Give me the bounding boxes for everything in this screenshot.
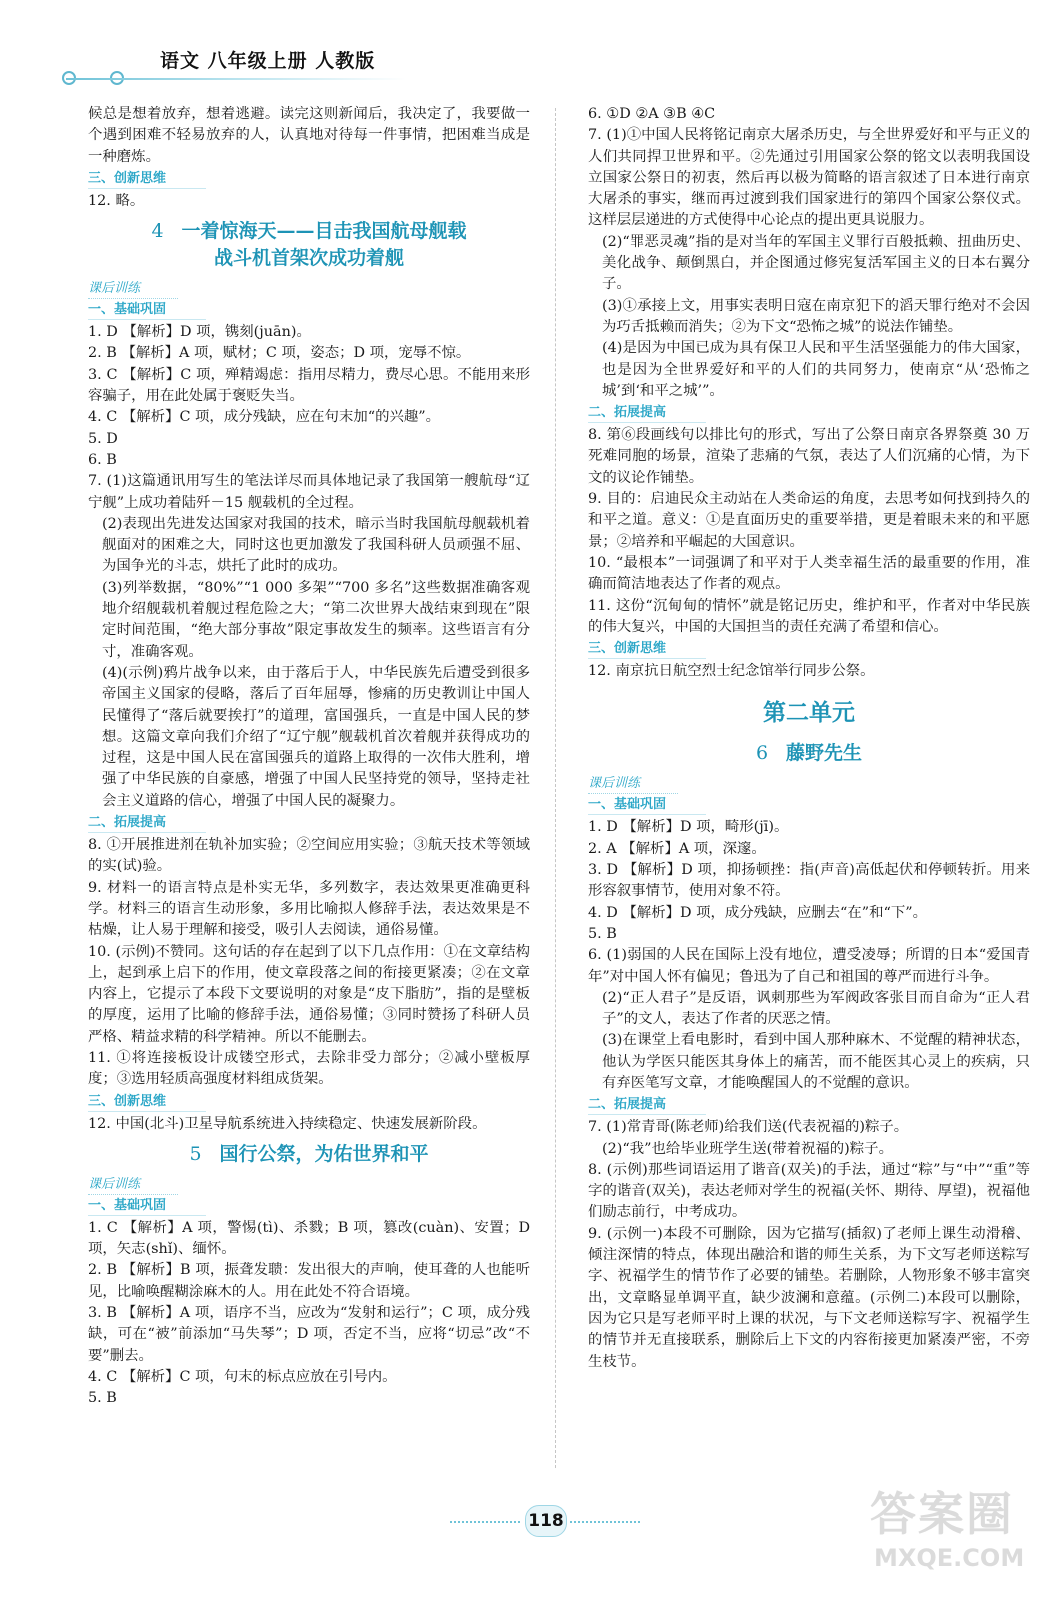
answer-item: 9. 材料一的语言特点是朴实无华，多列数字，表达效果更准确更科学。材料三的语言生动形象，多用比喻拟人修辞手法，表达效果是不枯燥，让人易于理解和接受，吸引人去阅读，通俗易懂。 (88, 879, 530, 939)
answer-item: 3. B 【解析】A 项，语序不当，应改为“发射和运行”；C 项，成分残缺，可在“被”前添加“马失琴”；D 项，否定不当，应将“切忌”改“不要”删去。 (88, 1305, 530, 1364)
right-column (588, 104, 1030, 1373)
answer-subitem: (2)“罪恶灵魂”指的是对当年的军国主义罪行百般抵赖、扭曲历史、美化战争、颠倒黑白，并企图通过修宪复活军国主义的日本右翼分子。 (602, 233, 1030, 293)
footer-rule-left (450, 1521, 520, 1525)
lesson-title-text: 藤野先生 (786, 742, 863, 765)
unit-title: 第二单元 (763, 700, 855, 727)
page-number: 118 (525, 1505, 567, 1537)
answer-item: 8. (示例)那些词语运用了谐音(双关)的手法，通过“粽”与“中”“重”等字的谐音(双关)，表达老师对学生的祝福(关怀、期待、厚望)，祝福他们励志前行，中考成功。 (588, 1161, 1030, 1221)
page-header (60, 40, 480, 90)
answer-item: 6. (1)弱国的人民在国际上没有地位，遭受凌辱；所谓的日本“爱国青年”对中国人怀有偏见；鲁迅为了自己和祖国的尊严而进行斗争。 (588, 947, 1030, 985)
answer-item: 11. 这份“沉甸甸的情怀”就是铭记历史，维护和平，作者对中华民族的伟大复兴，中国的大国担当的责任充满了希望和信心。 (588, 597, 1030, 635)
answer-item: 9. (示例一)本段不可删除，因为它描写(插叙)了老师上课生动滑稽、倾注深情的特点，体现出融洽和谐的师生关系，为下文写老师送粽写字、祝福学生的情节作了必要的铺垫。若删除，人物形象不够丰富突出，文章略显单调平直，缺少波澜和意蕴。(示例二)本段可以删除，因为它只是写老师平时上课的状况，与下文老师送粽写字、祝福学生的情节并无直接联系，删除后上下文的内容衔接更加紧凑严密，不旁生枝节。 (588, 1225, 1030, 1370)
answer-item: 4. D 【解析】D 项，成分残缺，应删去“在”和“下”。 (588, 904, 927, 921)
section-heading: 二、拓展提高 (88, 813, 206, 833)
answer-item: 12. 南京抗日航空烈士纪念馆举行同步公祭。 (588, 663, 875, 680)
section-heading: 一、基础巩固 (588, 795, 706, 815)
answer-subitem: (4)是因为中国已成为具有保卫人民和平生活坚强能力的伟大国家，也是因为全世界爱好和平的人们的共同努力，使南京“从‘恐怖之城’到‘和平之城’”。 (602, 340, 1030, 399)
answer-item: 1. D 【解析】D 项，镌刻(juān)。 (88, 324, 311, 341)
practice-label: 课后训练 (88, 280, 178, 299)
section-heading: 三、创新思维 (88, 169, 206, 189)
section-heading: 二、拓展提高 (588, 403, 706, 423)
section-heading: 一、基础巩固 (88, 1196, 206, 1216)
answer-subitem: (2)表现出先进发达国家对我国的技术，暗示当时我国航母舰载机着舰面对的困难之大，同时这也更加激发了我国科研人员顽强不屈、为国争光的斗志，烘托了此时的成功。 (102, 515, 530, 575)
lesson-title (88, 1141, 530, 1168)
answer-subitem: (4)(示例)鸦片战争以来，由于落后于人，中华民族先后遭受到很多帝国主义国家的侵略，落后了百年屈辱，惨痛的历史教训让中国人民懂得了“落后就要挨打”的道理，富国强兵，一直是中国人民的梦想。这篇文章向我们介绍了“辽宁舰”舰载机首次着舰并获得成功的过程，这是中国人民在富国强兵的道路上取得的一次伟大胜利，增强了中华民族的自豪感，增强了中国人民坚持党的领导，坚持走社会主义道路的信心，增强了中国人民的凝聚力。 (102, 664, 530, 809)
answer-item: 7. (1)常青哥(陈老师)给我们送(代表祝福的)粽子。 (588, 1119, 909, 1136)
answer-item: 10. (示例)不赞同。这句话的存在起到了以下几点作用：①在文章结构上，起到承上启下的作用，使文章段落之间的衔接更紧凑；②在文章内容上，它提示了本段下文要说明的对象是“皮下脂肪”，指的是壁板的厚度，运用了比喻的修辞手法，通俗易懂；③同时赞扬了科研人员严格、精益求精的科学精神。所以不能删去。 (88, 943, 530, 1045)
watermark-logo (870, 1478, 1040, 1588)
answer-item: 12. 中国(北斗)卫星导航系统进入持续稳定、快速发展新阶段。 (88, 1115, 487, 1132)
left-column (88, 104, 530, 1410)
lesson-number: 5 (189, 1142, 202, 1165)
footer-rule-right (570, 1521, 640, 1525)
answer-item: 5. B (88, 1390, 117, 1407)
header-title: 语文 八年级上册 人教版 (160, 50, 376, 72)
section-heading: 三、创新思维 (588, 639, 706, 659)
practice-label: 课后训练 (588, 775, 678, 794)
lesson-title-line-1: 一着惊海天——目击我国航母舰载 (181, 220, 467, 243)
answer-item: 4. C 【解析】C 项，句末的标点应放在引号内。 (88, 1368, 397, 1385)
practice-label: 课后训练 (88, 1176, 178, 1195)
answer-item: 9. 目的：启迪民众主动站在人类命运的角度，去思考如何找到持久的和平之道。意义：①是直面历史的重要举措，更是着眼未来的和平愿景；②培养和平崛起的大国意识。 (588, 491, 1030, 550)
answer-subitem: (3)在课堂上看电影时，看到中国人那种麻木、不觉醒的精神状态，他认为学医只能医其身体上的痛苦，而不能医其心灵上的疾病，只有弃医笔写文章，才能唤醒国人的不觉醒的意识。 (602, 1032, 1030, 1091)
answer-item: 3. D 【解析】D 项，抑扬顿挫：指(声音)高低起伏和停顿转折。用来形容叙事情节，使用对象不符。 (588, 862, 1030, 900)
paragraph: 候总是想着放弃，想着逃避。读完这则新闻后，我决定了，我要做一个遇到困难不轻易放弃的人，认真地对待每一件事情，把困难当成是一种磨炼。 (88, 106, 530, 165)
section-heading: 二、拓展提高 (588, 1095, 706, 1115)
answer-item: 7. (1)①中国人民将铭记南京大屠杀历史，与全世界爱好和平与正义的人们共同捍卫世界和平。②先通过引用国家公祭的铭文以表明我国设立国家公祭日的初衷，然后再以极为简略的语言叙述了日本进行南京大屠杀的事实，继而再过渡到我们国家进行的第四个国家公祭仪式。这样层层递进的方式使得中心论点的提出更具说服力。 (588, 127, 1030, 229)
answer-item: 6. ①D ②A ③B ④C (588, 106, 716, 122)
answer-item: 2. B 【解析】A 项，赋材；C 项，姿态；D 项，宠辱不惊。 (88, 345, 471, 362)
answer-subitem: (2)“正人君子”是反语，讽刺那些为军阀政客张目而自命为“正人君子”的文人，表达了作者的厌恶之情。 (602, 989, 1030, 1028)
lesson-title (588, 740, 1030, 767)
answer-item: 5. D (88, 430, 118, 447)
lesson-title-text: 国行公祭，为佑世界和平 (219, 1142, 429, 1165)
lesson-title-line-2: 战斗机首架次成功着舰 (213, 247, 404, 270)
lesson-number: 6 (755, 742, 769, 765)
lesson-title (88, 218, 530, 272)
answer-subitem: (3)①承接上文，用事实表明日寇在南京犯下的滔天罪行绝对不会因为巧舌抵赖而消失；②为下文“恐怖之城”的说法作铺垫。 (602, 297, 1030, 335)
answer-item: 10. “最根本”一词强调了和平对于人类幸福生活的最重要的作用，准确而简洁地表达了作者的观点。 (588, 554, 1030, 593)
answer-item: 1. C 【解析】A 项，警惕(tì)、杀戮；B 项，篡改(cuàn)、安置；D 项，矢志(shǐ)、缅怀。 (88, 1219, 530, 1258)
column-divider (555, 108, 556, 1468)
section-heading: 一、基础巩固 (88, 300, 206, 320)
answer-item: 12. 略。 (88, 192, 145, 209)
page-footer (460, 1505, 630, 1535)
answer-subitem: (3)列举数据，“80%”“1 000 多架”“700 多名”这些数据准确客观地介绍舰载机着舰过程危险之大；“第二次世界大战结束到现在”限定时间范围，“绝大部分事故”限定事故发生的频率。这些语言有分寸，准确客观。 (102, 579, 530, 660)
header-rule (66, 78, 406, 80)
section-heading: 三、创新思维 (88, 1092, 206, 1112)
answer-item: 7. (1)这篇通讯用写生的笔法详尽而具体地记录了我国第一艘航母“辽宁舰”上成功着陆歼－15 舰载机的全过程。 (88, 473, 530, 511)
answer-item: 11. ①将连接板设计成镂空形式，去除非受力部分；②减小壁板厚度；③选用轻质高强度材料组成货架。 (88, 1049, 530, 1088)
answer-item: 1. D 【解析】D 项，畸形(jī)。 (588, 819, 789, 836)
lesson-number: 4 (151, 220, 164, 243)
answer-item: 2. B 【解析】B 项，振聋发聩：发出很大的声响，使耳聋的人也能听见，比喻唤醒糊涂麻木的人。用在此处不符合语境。 (88, 1262, 530, 1300)
answer-item: 8. ①开展推进剂在轨补加实验；②空间应用实验；③航天技术等领域的实(试)验。 (88, 837, 530, 875)
answer-item: 4. C 【解析】C 项，成分残缺，应在句末加“的兴趣”。 (88, 409, 441, 426)
answer-item: 6. B (88, 451, 117, 468)
answer-item: 3. C 【解析】C 项，殚精竭虑：指用尽精力，费尽心思。不能用来形容骗子，用在此处属于褒贬失当。 (88, 366, 530, 405)
answer-item: 2. A 【解析】A 项，深邃。 (588, 840, 766, 857)
watermark-url: MXQE.COM (874, 1544, 1025, 1572)
answer-item: 5. B (588, 925, 617, 942)
answer-subitem: (2)“我”也给毕业班学生送(带着祝福的)粽子。 (602, 1140, 893, 1157)
watermark-text: 答案圈 (870, 1487, 1014, 1541)
answer-item: 8. 第⑥段画线句以排比句的形式，写出了公祭日南京各界祭奠 30 万死难同胞的场景，渲染了悲痛的气氛，表达了人们沉痛的心情，为下文的议论作铺垫。 (588, 427, 1030, 486)
